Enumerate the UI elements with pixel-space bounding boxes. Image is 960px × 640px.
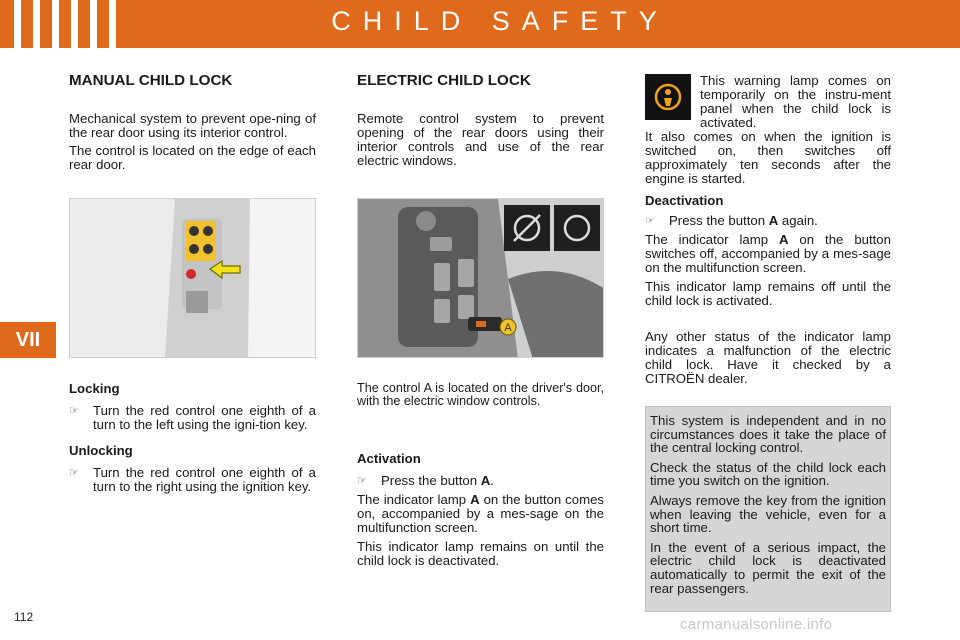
subheading-locking: Locking	[69, 381, 120, 396]
text-fragment: on the button switches off, accompanied by a mes-sage on the multifunction screen.	[645, 232, 891, 275]
header-stripe	[52, 0, 59, 48]
paragraph: Mechanical system to prevent ope-ning of the rear door using its interior control.	[69, 111, 316, 140]
malfunction-text: Any other status of the indicator lamp indicates a malfunction of the electric child lock. Have it checked by a CITROËN dealer.	[645, 329, 891, 386]
header-stripe	[33, 0, 40, 48]
subheading-unlocking: Unlocking	[69, 443, 133, 458]
text-fragment: again.	[778, 213, 818, 228]
manual-instructions	[69, 382, 316, 494]
text-fragment: Press the button	[381, 473, 481, 488]
list-item	[357, 474, 604, 488]
watermark: carmanualsonline.info	[680, 616, 833, 633]
driver-door-controls-photo	[357, 198, 604, 358]
subheading-deactivation: Deactivation	[645, 193, 724, 208]
child-lock-label	[186, 221, 216, 261]
list-item	[69, 404, 316, 432]
text-fragment: on the button comes on, accompanied by a mes-sage on the multifunction screen.	[357, 492, 604, 535]
subheading-activation: Activation	[357, 451, 421, 466]
bullet-text: Turn the red control one eighth of a turn to the right using the ignition key.	[93, 465, 316, 494]
paragraph: Check the status of the child lock each time you switch on the ignition.	[650, 459, 886, 489]
header-stripe	[14, 0, 21, 48]
chapter-tab: VII	[0, 322, 56, 358]
pointing-hand-icon: ☞	[357, 475, 367, 487]
paragraph: Always remove the key from the ignition when leaving the vehicle, even for a short time.	[650, 492, 886, 536]
paragraph: It also comes on when the ignition is switched on, then switches off approximately ten seconds after the engine is started.	[645, 129, 891, 186]
pointing-hand-icon: ☞	[645, 215, 655, 227]
text-fragment: The indicator lamp	[645, 232, 779, 247]
door-edge-photo	[69, 198, 316, 358]
header-stripe	[109, 0, 116, 48]
page-title: CHILD SAFETY	[331, 6, 669, 36]
section-heading: MANUAL CHILD LOCK	[69, 72, 233, 89]
section-heading: ELECTRIC CHILD LOCK	[357, 72, 531, 89]
photo-caption: The control A is located on the driver's door, with the electric window controls.	[357, 381, 604, 409]
paragraph	[357, 493, 604, 535]
button-reference: A	[480, 473, 491, 488]
paragraph: The control is located on the edge of each rear door.	[69, 143, 316, 172]
manual-child-lock-section	[69, 74, 316, 172]
page-number: 112	[14, 610, 34, 624]
header-stripe	[71, 0, 78, 48]
pointing-hand-icon: ☞	[69, 405, 79, 417]
safety-info-box	[645, 406, 891, 612]
text-fragment: The indicator lamp	[357, 492, 471, 507]
activation-instructions	[357, 452, 604, 568]
bullet-text	[381, 474, 604, 488]
bullet-text	[669, 214, 891, 228]
header-stripe	[90, 0, 97, 48]
electric-child-lock-section	[357, 74, 604, 168]
paragraph	[645, 233, 891, 275]
paragraph: This system is independent and in no circumstances does it take the place of the central locking control.	[650, 413, 886, 456]
paragraph: This indicator lamp remains off until the child lock is activated.	[645, 279, 891, 308]
button-reference: A	[768, 213, 779, 228]
button-reference: A	[778, 232, 789, 247]
text-fragment: .	[490, 473, 494, 488]
text-fragment: Press the button	[669, 213, 769, 228]
right-column-text	[645, 130, 891, 308]
list-item	[645, 214, 891, 228]
paragraph: In the event of a serious impact, the electric child lock is deactivated automatically to permit the exit of the rear passengers.	[650, 539, 886, 596]
list-item	[69, 466, 316, 494]
pointing-hand-icon: ☞	[69, 467, 79, 479]
red-control	[186, 269, 196, 279]
warning-lamp-text: This warning lamp comes on temporarily on the instru-ment panel when the child lock is activated.	[700, 73, 891, 130]
button-reference: A	[470, 492, 480, 507]
marker-a-label: A	[504, 322, 512, 334]
activated-lock-symbol	[554, 205, 600, 251]
bullet-text: Turn the red control one eighth of a turn to the left using the igni-tion key.	[93, 403, 316, 432]
paragraph: Remote control system to prevent opening of the rear doors using their interior controls and use of the rear electric windows.	[357, 111, 604, 168]
paragraph: This indicator lamp remains on until the child lock is deactivated.	[357, 539, 604, 568]
child-lock-warning-icon	[645, 74, 691, 120]
page-header	[0, 0, 960, 48]
